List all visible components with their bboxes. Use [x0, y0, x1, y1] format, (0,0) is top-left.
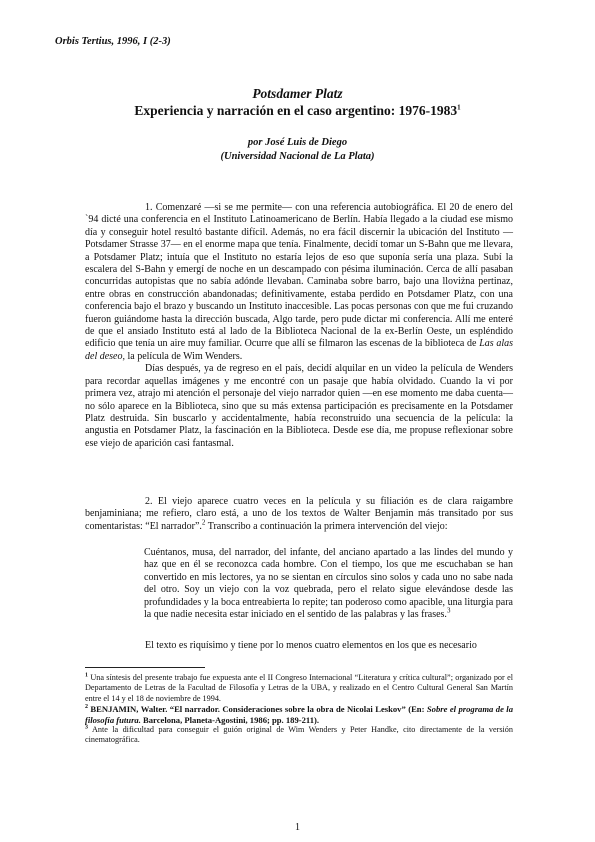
- film-title: Las alas del deseo,: [85, 338, 514, 362]
- footnote-3-number: 3: [85, 724, 88, 731]
- section-2: [85, 496, 513, 533]
- block-quote: [144, 547, 513, 621]
- footnote-1: [85, 673, 513, 704]
- section-2-paragraph-1: [85, 496, 513, 533]
- footnote-1-number: 1: [85, 672, 88, 679]
- paragraph-text-end: Transcribo a continuación la primera intervención del viejo:: [205, 520, 448, 532]
- section-1-paragraph-1: [85, 202, 513, 363]
- footnote-2-text-end: Barcelona, Planeta-Agostini, 1986; pp. 189-211).: [140, 714, 320, 725]
- title-line-1: Potsdamer Platz: [252, 86, 343, 101]
- footnote-ref-2[interactable]: 2: [201, 518, 206, 527]
- author-block: [55, 136, 540, 164]
- footnote-divider: [85, 667, 205, 668]
- quote-text: Cuéntanos, musa, del narrador, del infante, del anciano apartado a las lindes del mundo y haz que en él se reconozca cada hombre. Con el tiempo, los que me escuchaban se han convertido en mis lectores, ya no se sientan en círculos sino solos y cada uno no sabe nada del otro. Soy un viejo con la voz quebrada, pero el relato sigue elevándose desde las profundidades y la boca entreabierta lo repite; tan poderoso como apacible, una liturgia para la que nadie necesita estar iniciado en el sentido de las palabras y las frases.: [144, 547, 513, 621]
- footnote-2-book-title: Sobre el programa de la filosofía futura.: [85, 704, 513, 725]
- footnotes: [85, 673, 513, 746]
- title-line-2-text: Experiencia y narración en el caso argentino: 1976-1983: [134, 103, 458, 118]
- footnote-2-text: BENJAMIN, Walter. “El narrador. Consideraciones sobre la obra de Nicolai Leskov” (En:: [88, 704, 427, 715]
- title-block: [55, 86, 540, 119]
- journal-header: Orbis Tertius, 1996, I (2-3): [55, 36, 171, 47]
- section-1-paragraph-2: Días después, ya de regreso en el país, decidí alquilar en un video la película de Wenders para recordar aquellas imágenes y me encontré con un pasaje que había olvidado. Cuando la vi por primera vez, atrajo mi atención el personaje del viejo narrador quien —en ese momento me daba cuenta— no sólo aparece en la Biblioteca, sino que su más extensa participación es precisamente en la Potsdamer Platz destruida. Sin buscarlo y accidentalmente, había reconstruido una secuencia de la película: la angustia en Potsdamer Platz, la fascinación en la Biblioteca. Desde ese día, me propuse reflexionar sobre ese viejo de aparición casi fantasmal.: [85, 363, 513, 449]
- author-name: por José Luis de Diego: [247, 137, 348, 148]
- section-1: [85, 202, 513, 450]
- footnote-ref-3[interactable]: 3: [446, 606, 451, 615]
- footnote-3: [85, 725, 513, 746]
- paragraph-text-end: la película de Wim Wenders.: [125, 350, 243, 362]
- title-footnote-ref[interactable]: 1: [457, 103, 461, 112]
- author-affiliation: (Universidad Nacional de La Plata): [220, 151, 375, 162]
- footnote-1-text: Una síntesis del presente trabajo fue expuesta ante el II Congreso Internacional “Literatura y crítica cultural”; organizado por el Departamento de Letras de la Facultad de Filosofía y Letras de la UBA, y realizado en el Centro Cultural General San Martín entre el 14 y el 18 de noviembre de 1994.: [85, 673, 513, 703]
- page-number: 1: [295, 822, 300, 833]
- footnote-3-text: Ante la dificultad para conseguir el guión original de Wim Wenders y Peter Handke, cito directamente de la versión cinematográfica.: [85, 725, 513, 745]
- closing-paragraph: [85, 640, 513, 652]
- paragraph-text: 1. Comenzaré —si se me permite— con una referencia autobiográfica. El 20 de enero del `94 dicté una conferencia en el Instituto Latinoamericano de Berlín. Había llegado a la ciudad ese mismo día y conseguir hotel resultó bastante difícil. Además, no era fácil discernir la ubicación del Instituto —Potsdamer Strasse 37— en el enorme mapa que tenía. Finalmente, decidí tomar un S-Bahn que me llevara, a Potsdamer Platz; intuía que el Instituto no estaría lejos de eso que suponía sería una plaza. Subí la escalera del S-Bahn y emergí de noche en un descampado con pésima iluminación. Cerca de allí pasaban concurridas autopistas que no sabía adónde llevaban. Caminaba sobre barro, bajo una lloviżna pertinaz, entre obras en construcción abandonadas; definitivamente, estaba perdido en Potsdamer Platz, con una conferencia bajo el brazo y buscando un Instituto inaccesible. Las pocas personas con que me fui cruzando fueron guiándome hasta la dirección buscada, Algo tarde, pero pude dictar mi conferencia. Allí me enteré de que el ansiado Instituto está al lado de la Biblioteca Nacional de la ex-Berlín Oeste, un espléndido edificio que tenía un aire muy familiar. Ocurre que allí se filmaron las escenas de la biblioteca de: [85, 202, 513, 350]
- title-line-2: [55, 102, 540, 119]
- closing-text: El texto es riquísimo y tiene por lo menos cuatro elementos en los que es necesario: [145, 640, 477, 651]
- paragraph-text: 2. El viejo aparece cuatro veces en la película y su filiación es de clara raigambre benjaminiana; me refiero, claro está, a uno de los textos de Walter Benjamin más transitado por sus comentaristas: “El narrador”.: [85, 496, 513, 532]
- footnote-2: [85, 704, 513, 725]
- footnote-2-number: 2: [85, 704, 88, 711]
